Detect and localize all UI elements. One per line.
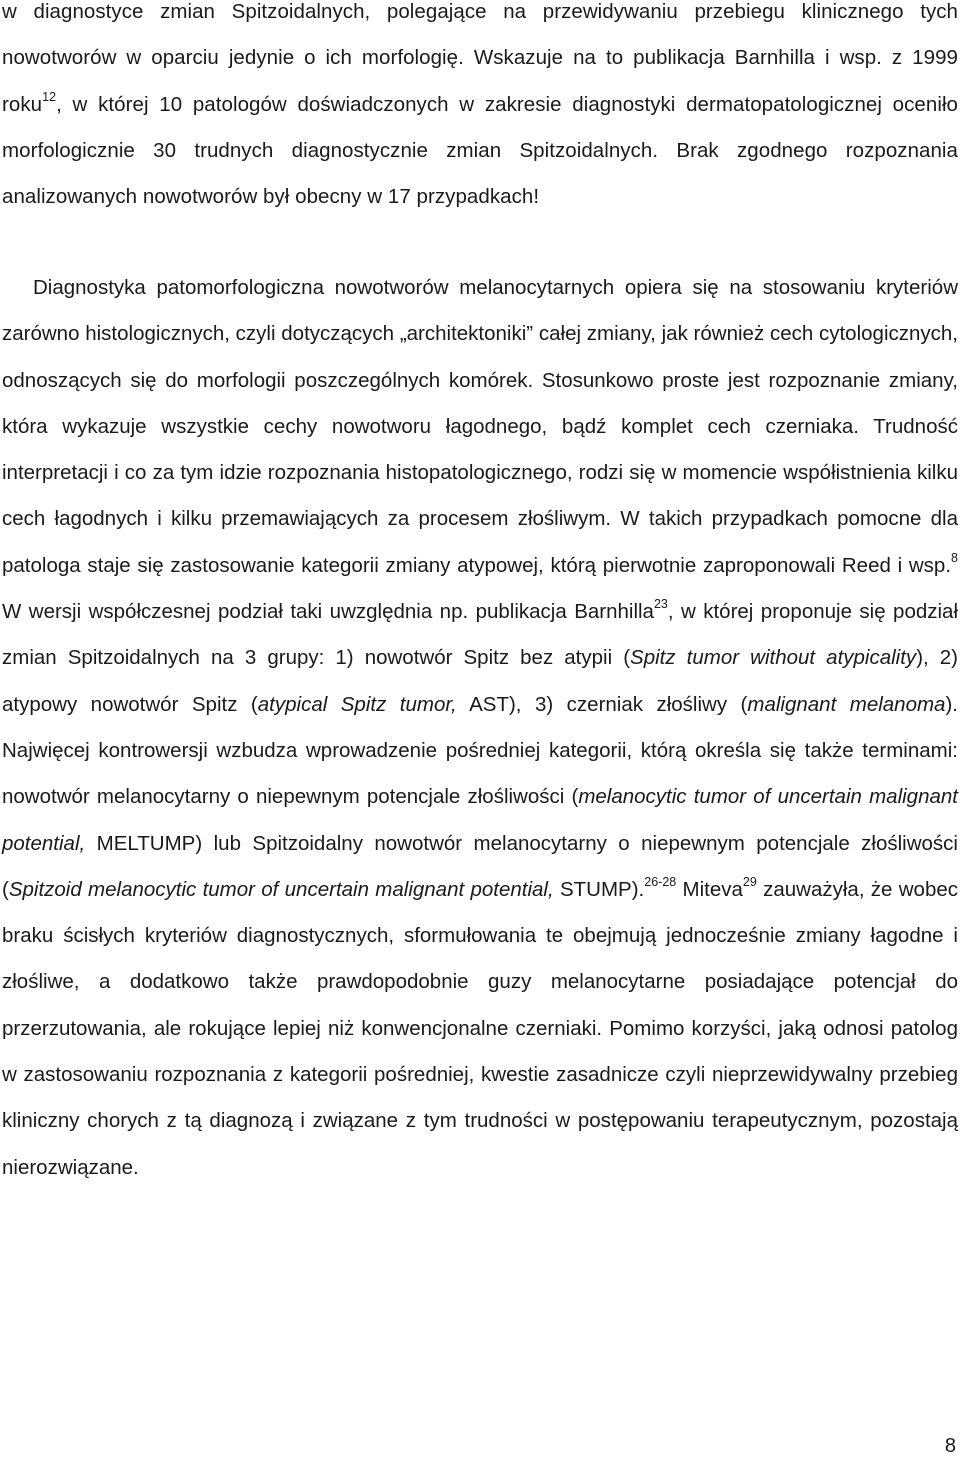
- italic-term: Spitz tumor without atypicality: [630, 646, 917, 670]
- paragraph-text: w diagnostyce zmian Spitzoidalnych, polegające na przewidywaniu przebiegu klinicznego tych nowotworów w oparciu jedynie o ich morfologię. Wskazuje na to publikacja Barnhilla i wsp. z 1999 roku: [2, 0, 958, 116]
- paragraph-text: MELTUMP) lub Spitzoidalny nowotwór melanocytarny o niepewnym potencjale złośliwości (: [2, 831, 958, 901]
- citation-ref: 12: [42, 89, 57, 104]
- paragraph-text: STUMP).: [553, 877, 645, 901]
- italic-term: atypical Spitz tumor,: [257, 692, 457, 716]
- paragraph-text: ). Najwięcej kontrowersji wzbudza wprowadzenie pośredniej kategorii, którą określa się także terminami: nowotwór melanocytarny o niepewnym potencjale złośliwości (: [2, 692, 958, 809]
- paragraph-spitzoid-diagnostics: [2, 0, 958, 220]
- citation-ref: 26-28: [644, 875, 677, 890]
- paragraph-text: AST), 3) czerniak złośliwy (: [456, 692, 748, 716]
- italic-term: melanocytic tumor of uncertain malignant potential,: [2, 785, 958, 855]
- page-number: 8: [944, 1435, 956, 1457]
- paragraph-text: , w której proponuje się podział zmian Spitzoidalnych na 3 grupy: 1) nowotwór Spitz bez atypii (: [2, 600, 959, 670]
- citation-ref: 29: [742, 875, 757, 890]
- paragraph-text: , w której 10 patologów doświadczonych w zakresie diagnostyki dermatopatologicznej oceniło morfologicznie 30 trudnych diagnostycznie zmian Spitzoidalnych. Brak zgodnego rozpoznania analizowanych nowotworów był obecny w 17 przypadkach!: [2, 92, 958, 209]
- paragraph-text: W wersji współczesnej podział taki uwzględnia np. publikacja Barnhilla: [2, 600, 654, 624]
- paragraph-text: ), 2) atypowy nowotwór Spitz (: [2, 646, 959, 716]
- paragraph-text: Diagnostyka patomorfologiczna nowotworów melanocytarnych opiera się na stosowaniu kryteriów zarówno histologicznych, czyli dotyczących „architektoniki” całej zmiany, jak również cech cytologicznych, odnoszących się do morfologii poszczególnych komórek. Stosunkowo proste jest rozpoznanie zmiany, która wykazuje wszystkie cechy nowotworu łagodnego, bądź komplet cech czerniaka. Trudność interpretacji i co za tym idzie rozpoznania histopatologicznego, rodzi się w momencie współistnienia kilku cech łagodnych i kilku przemawiających za procesem złośliwym. W takich przypadkach pomocne dla patologa staje się zastosowanie kategorii zmiany atypowej, którą pierwotnie zaproponowali Reed i wsp.: [2, 276, 958, 577]
- citation-ref: 8: [951, 550, 958, 565]
- citation-ref: 23: [653, 597, 668, 612]
- italic-term: Spitzoid melanocytic tumor of uncertain malignant potential,: [8, 877, 554, 901]
- paragraph-patomorphology: [2, 265, 958, 1191]
- paragraph-text: zauważyła, że wobec braku ścisłych kryteriów diagnostycznych, sformułowania te obejmują jednocześnie zmiany łagodne i złośliwe, a dodatkowo także prawdopodobnie guzy melanocytarne posiadające potencjał do przerzutowania, ale rokujące lepiej niż konwencjonalne czerniaki. Pomimo korzyści, jaką odnosi patolog w zastosowaniu rozpoznania z kategorii pośredniej, kwestie zasadnicze czyli nieprzewidywalny przebieg kliniczny chorych z tą diagnozą i związane z tym trudności w postępowaniu terapeutycznym, pozostają nierozwiązane.: [2, 877, 959, 1179]
- paragraph-text: Miteva: [676, 877, 743, 901]
- italic-term: malignant melanoma: [747, 692, 946, 716]
